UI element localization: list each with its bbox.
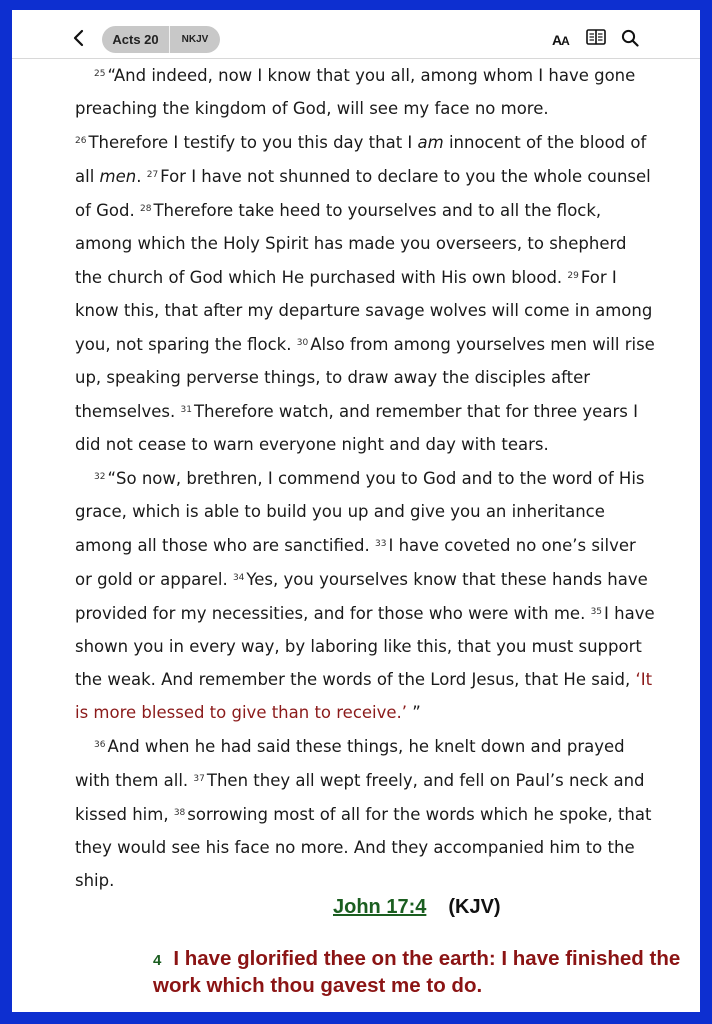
font-size-big-a: A [552, 32, 562, 48]
paragraph-verses-36-38 [75, 729, 655, 897]
verse-number[interactable]: 31 [180, 405, 192, 415]
verse-text: Therefore take heed to yourselves and to all the flock, among which the Holy Spirit has made you overseers, to shepherd the church of God which He purchased with His own blood. [75, 201, 627, 287]
book-chapter-button[interactable]: Acts 20 [112, 32, 159, 47]
verse-text: sorrowing most of all for the words which he spoke, that they would see his face no more. And they accompanied him to the ship. [75, 805, 652, 890]
font-size-small-a: A [561, 34, 569, 48]
overlay-version: (KJV) [448, 896, 501, 918]
verse-number[interactable]: 38 [173, 808, 186, 818]
words-of-christ: ‘It is more blessed to give than to receive.’ [75, 670, 653, 722]
verse-text: ” [407, 703, 421, 722]
verse-number[interactable]: 37 [193, 774, 205, 784]
font-size-icon[interactable] [552, 32, 569, 48]
scripture-text [75, 58, 655, 897]
verse-number[interactable]: 27 [146, 170, 159, 180]
reader-page [12, 10, 700, 1012]
verse-number[interactable]: 29 [567, 271, 579, 281]
verse-number[interactable]: 34 [232, 573, 245, 583]
verse-text: And when he had said these things, he knelt down and prayed with them all. [75, 737, 625, 790]
verse-number[interactable]: 28 [140, 204, 152, 214]
verse-number[interactable]: 32 [94, 472, 106, 482]
verse-text: “So now, brethren, I commend you to God and to the word of His grace, which is able to build you up and give you an inheritance among all those who are sanctified. [75, 469, 645, 555]
overlay-reference-link: John 17:4 [333, 896, 427, 918]
back-chevron-icon[interactable] [72, 28, 90, 50]
paragraph-verses-25-31 [75, 58, 655, 461]
passage-selector [102, 26, 220, 53]
paragraph-verses-32-35 [75, 461, 655, 729]
verse-number[interactable]: 35 [590, 607, 603, 617]
version-button[interactable]: NKJV [169, 26, 220, 53]
overlay-verse [153, 946, 693, 998]
verse-number[interactable]: 25 [94, 69, 106, 79]
overlay-verse-number: 4 [153, 952, 162, 969]
overlay-reference [333, 896, 501, 919]
verse-text: I have shown you in every way, by laboring like this, that you must support the weak. And remember the words of the Lord Jesus, that He said, [75, 604, 655, 689]
verse-text: I have coveted no one’s silver or gold or apparel. [75, 536, 636, 589]
verse-text: . [136, 167, 147, 186]
verse-number[interactable]: 26 [75, 136, 87, 146]
verse-text: Therefore I testify to you this day that I [88, 133, 418, 152]
verse-italic-word: am [417, 133, 444, 152]
verse-text: “And indeed, now I know that you all, among whom I have gone preaching the kingdom of God, will see my face no more. [75, 66, 636, 118]
verse-number[interactable]: 30 [296, 338, 309, 348]
verse-number[interactable]: 36 [94, 740, 106, 750]
verse-italic-word: men [99, 167, 137, 186]
search-icon[interactable] [621, 29, 639, 52]
verse-text: Therefore watch, and remember that for three years I did not cease to warn everyone night and day with tears. [75, 402, 638, 454]
verse-text: innocent of the blood of all [75, 133, 647, 186]
verse-text: Also from among yourselves men will rise up, speaking perverse things, to draw away the disciples after themselves. [75, 335, 655, 421]
top-toolbar [12, 10, 700, 59]
parallel-book-icon[interactable] [586, 29, 606, 50]
verse-number[interactable]: 33 [375, 539, 387, 549]
verse-text: For I have not shunned to declare to you the whole counsel of God. [75, 167, 651, 220]
overlay-verse-text: I have glorified thee on the earth: I have finished the work which thou gavest me to do. [153, 947, 681, 997]
verse-text: Yes, you yourselves know that these hands have provided for my necessities, and for those who were with me. [75, 570, 648, 623]
verse-text: Then they all wept freely, and fell on Paul’s neck and kissed him, [75, 771, 645, 824]
verse-text: For I know this, that after my departure savage wolves will come in among you, not sparing the flock. [75, 268, 653, 354]
